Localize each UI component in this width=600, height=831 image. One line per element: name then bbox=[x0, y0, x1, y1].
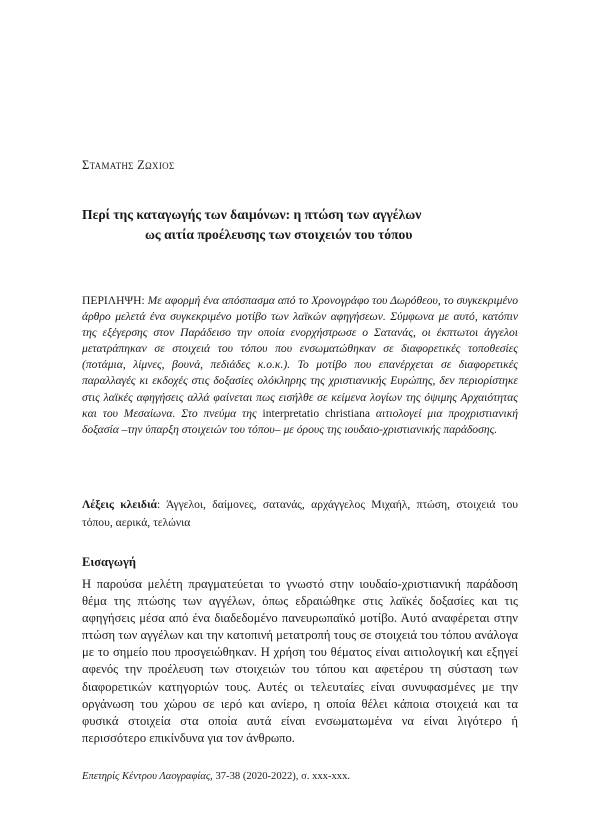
section-heading: Εισαγωγή bbox=[82, 555, 136, 569]
article-title bbox=[82, 205, 518, 245]
abstract bbox=[82, 293, 518, 438]
author-name: Σταματης Ζωχιος bbox=[82, 158, 175, 172]
abstract-text-2: αιτιολογεί μια προχριστιανική δοξασία –την ύπαρξη στοιχειών του τόπου– με όρους της ιουδαιο-χριστιανικής παράδοσης. bbox=[82, 406, 519, 436]
abstract-term: interpretatio christiana bbox=[262, 406, 371, 420]
keywords-text: : Άγγελοι, δαίμονες, σατανάς, αρχάγγελος Μιχαήλ, πτώση, στοιχειά του τόπου, αερικά, τελώνια bbox=[82, 498, 518, 529]
abstract-label: ΠΕΡΙΛΗΨΗ: bbox=[82, 294, 145, 307]
journal-name: Επετηρίς Κέντρου Λαογραφίας bbox=[82, 771, 211, 782]
keywords bbox=[82, 496, 518, 531]
abstract-text-1: Με αφορμή ένα απόσπασμα από το Χρονογράφο του Δωρόθεου, το συγκεκριμένο άρθρο μελετά ένα συγκεκριμένο μοτίβο των λαϊκών αφηγήσεων. Σύμφωνα με αυτό, κατόπιν της εξέγερσης στον Παράδεισο την οποία ενορχήστρωσε ο Σατανάς, οι έκπτωτοι άγγελοι μετατράπηκαν σε στοιχειά του τόπου που ενσωματώθηκαν σε διαφορετικές τοποθεσίες (ποτάμια, λίμνες, βουνά, πεδιάδες κ.ο.κ.). Το μοτίβο που επανέρχεται σε διαφορετικές παραλλαγές κι εκδοχές στις δοξασίες ολόκληρης της χριστιανικής Ευρώπης, δεν περιορίστηκε στις λαϊκές αφηγήσεις αλλά φαίνεται πως εισήλθε σε κείμενα λογίων της όψιμης Αρχαιότητας και του Μεσαίωνα. Στο πνεύμα της bbox=[82, 294, 518, 420]
keywords-label: Λέξεις κλειδιά bbox=[82, 498, 158, 511]
title-line-2: ως αιτία προέλευσης των στοιχειών του τόπου bbox=[145, 227, 413, 242]
intro-paragraph: Η παρούσα μελέτη πραγματεύεται το γνωστό στην ιουδαίο-χριστιανική παράδοση θέμα της πτώσης των αγγέλων, όπως εδραιώθηκε στις λαϊκές δοξασίες και τις αφηγήσεις μέσα από ένα διαδεδομένο πανευρωπαϊκό μοτίβο. Αυτό αναφέρεται στην πτώση των αγγέλων και την κατοπινή μετατροπή τους σε στοιχειά του τόπου ανάλογα με το σημείο που προσγειώθηκαν. Η χρήση του θέματος είναι αιτιολογική και εξηγεί αφενός την προέλευση των στοιχειών του τόπου και αφετέρου τη σύσταση των διαφορετικών κατηγοριών τους. Αυτές οι τελευταίες είναι συνυφασμένες με την οργάνωση του χώρου σε ιερό και ανίερο, η οποία θέλει κάποια στοιχειά και τα φυσικά στοιχεία στα οποία αυτά είναι ενσωματωμένα να είναι λιγότερο ή περισσότερο επικίνδυνα για τον άνθρωπο. bbox=[82, 577, 518, 745]
citation-details: , 37-38 (2020-2022), σ. xxx-xxx. bbox=[210, 771, 351, 782]
title-line-1: Περί της καταγωγής των δαιμόνων: η πτώση των αγγέλων bbox=[82, 207, 422, 222]
footer-citation bbox=[82, 771, 350, 782]
paper-page bbox=[82, 0, 518, 831]
